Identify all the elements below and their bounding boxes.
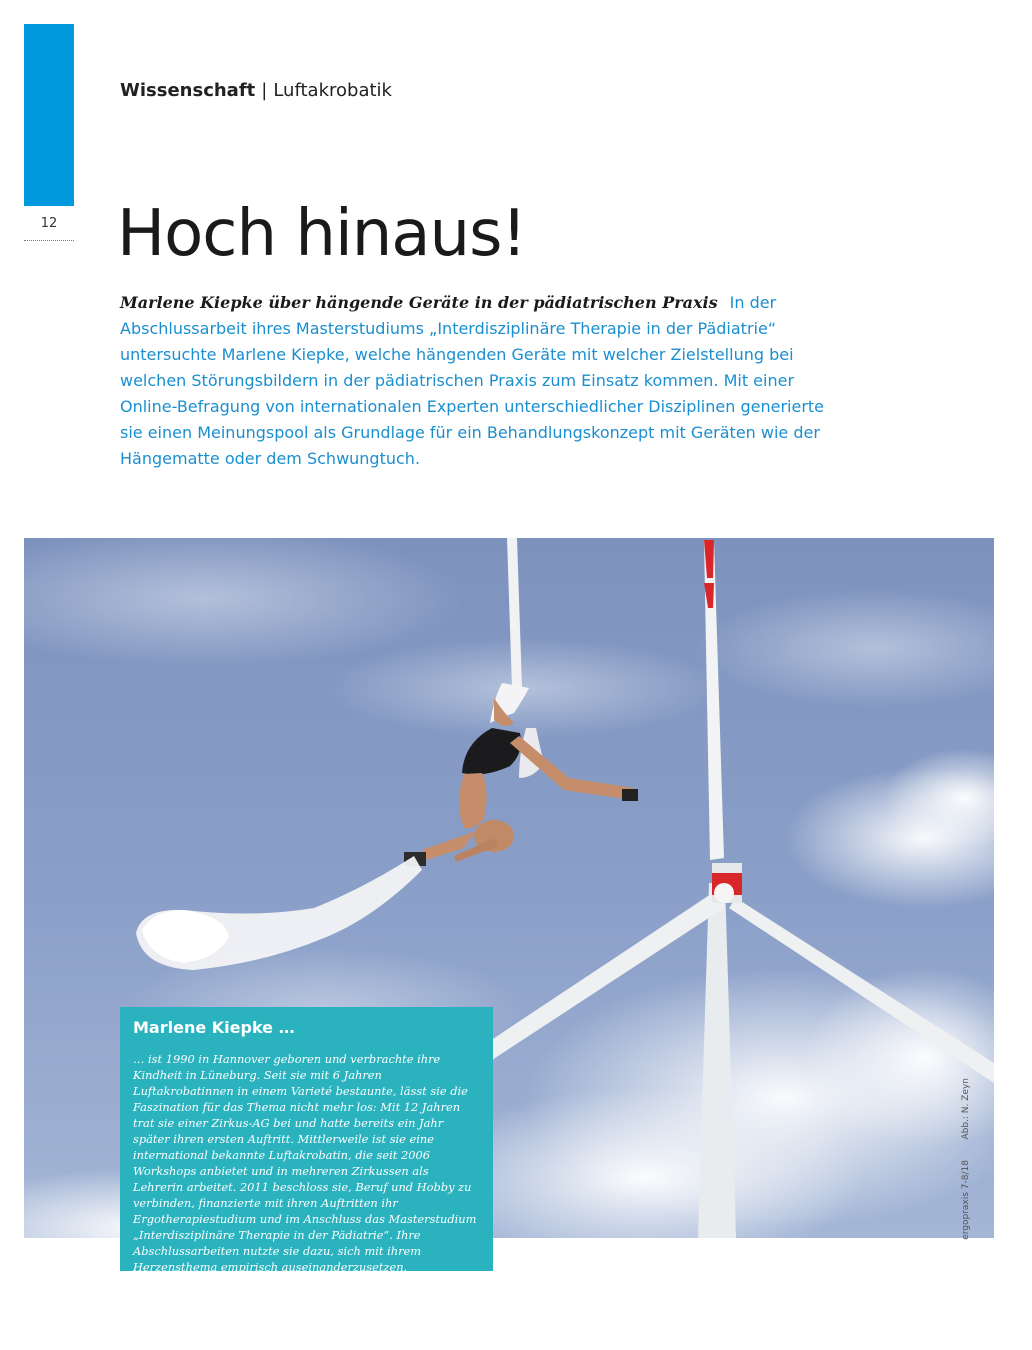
section-separator: | <box>261 80 268 101</box>
article-title: Hoch hinaus! <box>117 197 527 271</box>
photo-credit: Abb.: N. Zeyn <box>961 1078 971 1140</box>
lead-text: In der Abschlussarbeit ihres Masterstudiums „Interdisziplinäre Therapie in der Pädiatrie“ untersuchte Marlene Kiepke, welche hängenden Geräte mit welcher Zielstellung bei welchen Störungsbildern in der pädiatrischen Praxis zum Einsatz kommen. Mit einer Online-Befragung von internationalen Experten unterschiedlicher Disziplinen generierte sie einen Meinungspool als Grundlage für ein Behandlungskonzept mit Geräten wie der Hängematte oder dem Schwungtuch. <box>120 293 825 468</box>
section-header <box>120 80 392 101</box>
page-number-divider <box>24 240 74 241</box>
section-label: Wissenschaft <box>120 80 256 101</box>
author-bio-box <box>120 1007 493 1274</box>
accent-bar <box>24 24 74 206</box>
bio-text: … ist 1990 in Hannover geboren und verbrachte ihre Kindheit in Lüneburg. Seit sie mit 6 Jahren Luftakrobatinnen in einem Varieté bestaunte, lässt sie die Faszination für das Thema nicht mehr los: Mit 12 Jahren trat sie einer Zirkus-AG bei und hatte bereits ein Jahr später ihren ersten Auftritt. Mittlerweile ist sie eine international bekannte Luftakrobatin, die seit 2006 Workshops anbietet und in mehreren Zirkussen als Lehrerin arbeitet. 2011 beschloss sie, Beruf und Hobby zu verbinden, finanzierte mit ihren Auftritten ihr Ergotherapiestudium und im Anschluss das Masterstudium „Interdisziplinäre Therapie in der Pädiatrie“. Ihre Abschlussarbeiten nutzte sie dazu, sich mit ihrem Herzensthema empirisch auseinanderzusetzen. <box>133 1052 477 1274</box>
bio-title: Marlene Kiepke … <box>133 1018 295 1037</box>
page-number: 12 <box>40 216 58 231</box>
lead-kicker: Marlene Kiepke über hängende Geräte in der pädiatrischen Praxis <box>120 293 718 312</box>
journal-issue-label: ergopraxis 7-8/18 <box>961 1160 971 1240</box>
article-lead <box>120 290 845 472</box>
subsection-label: Luftakrobatik <box>273 80 392 101</box>
